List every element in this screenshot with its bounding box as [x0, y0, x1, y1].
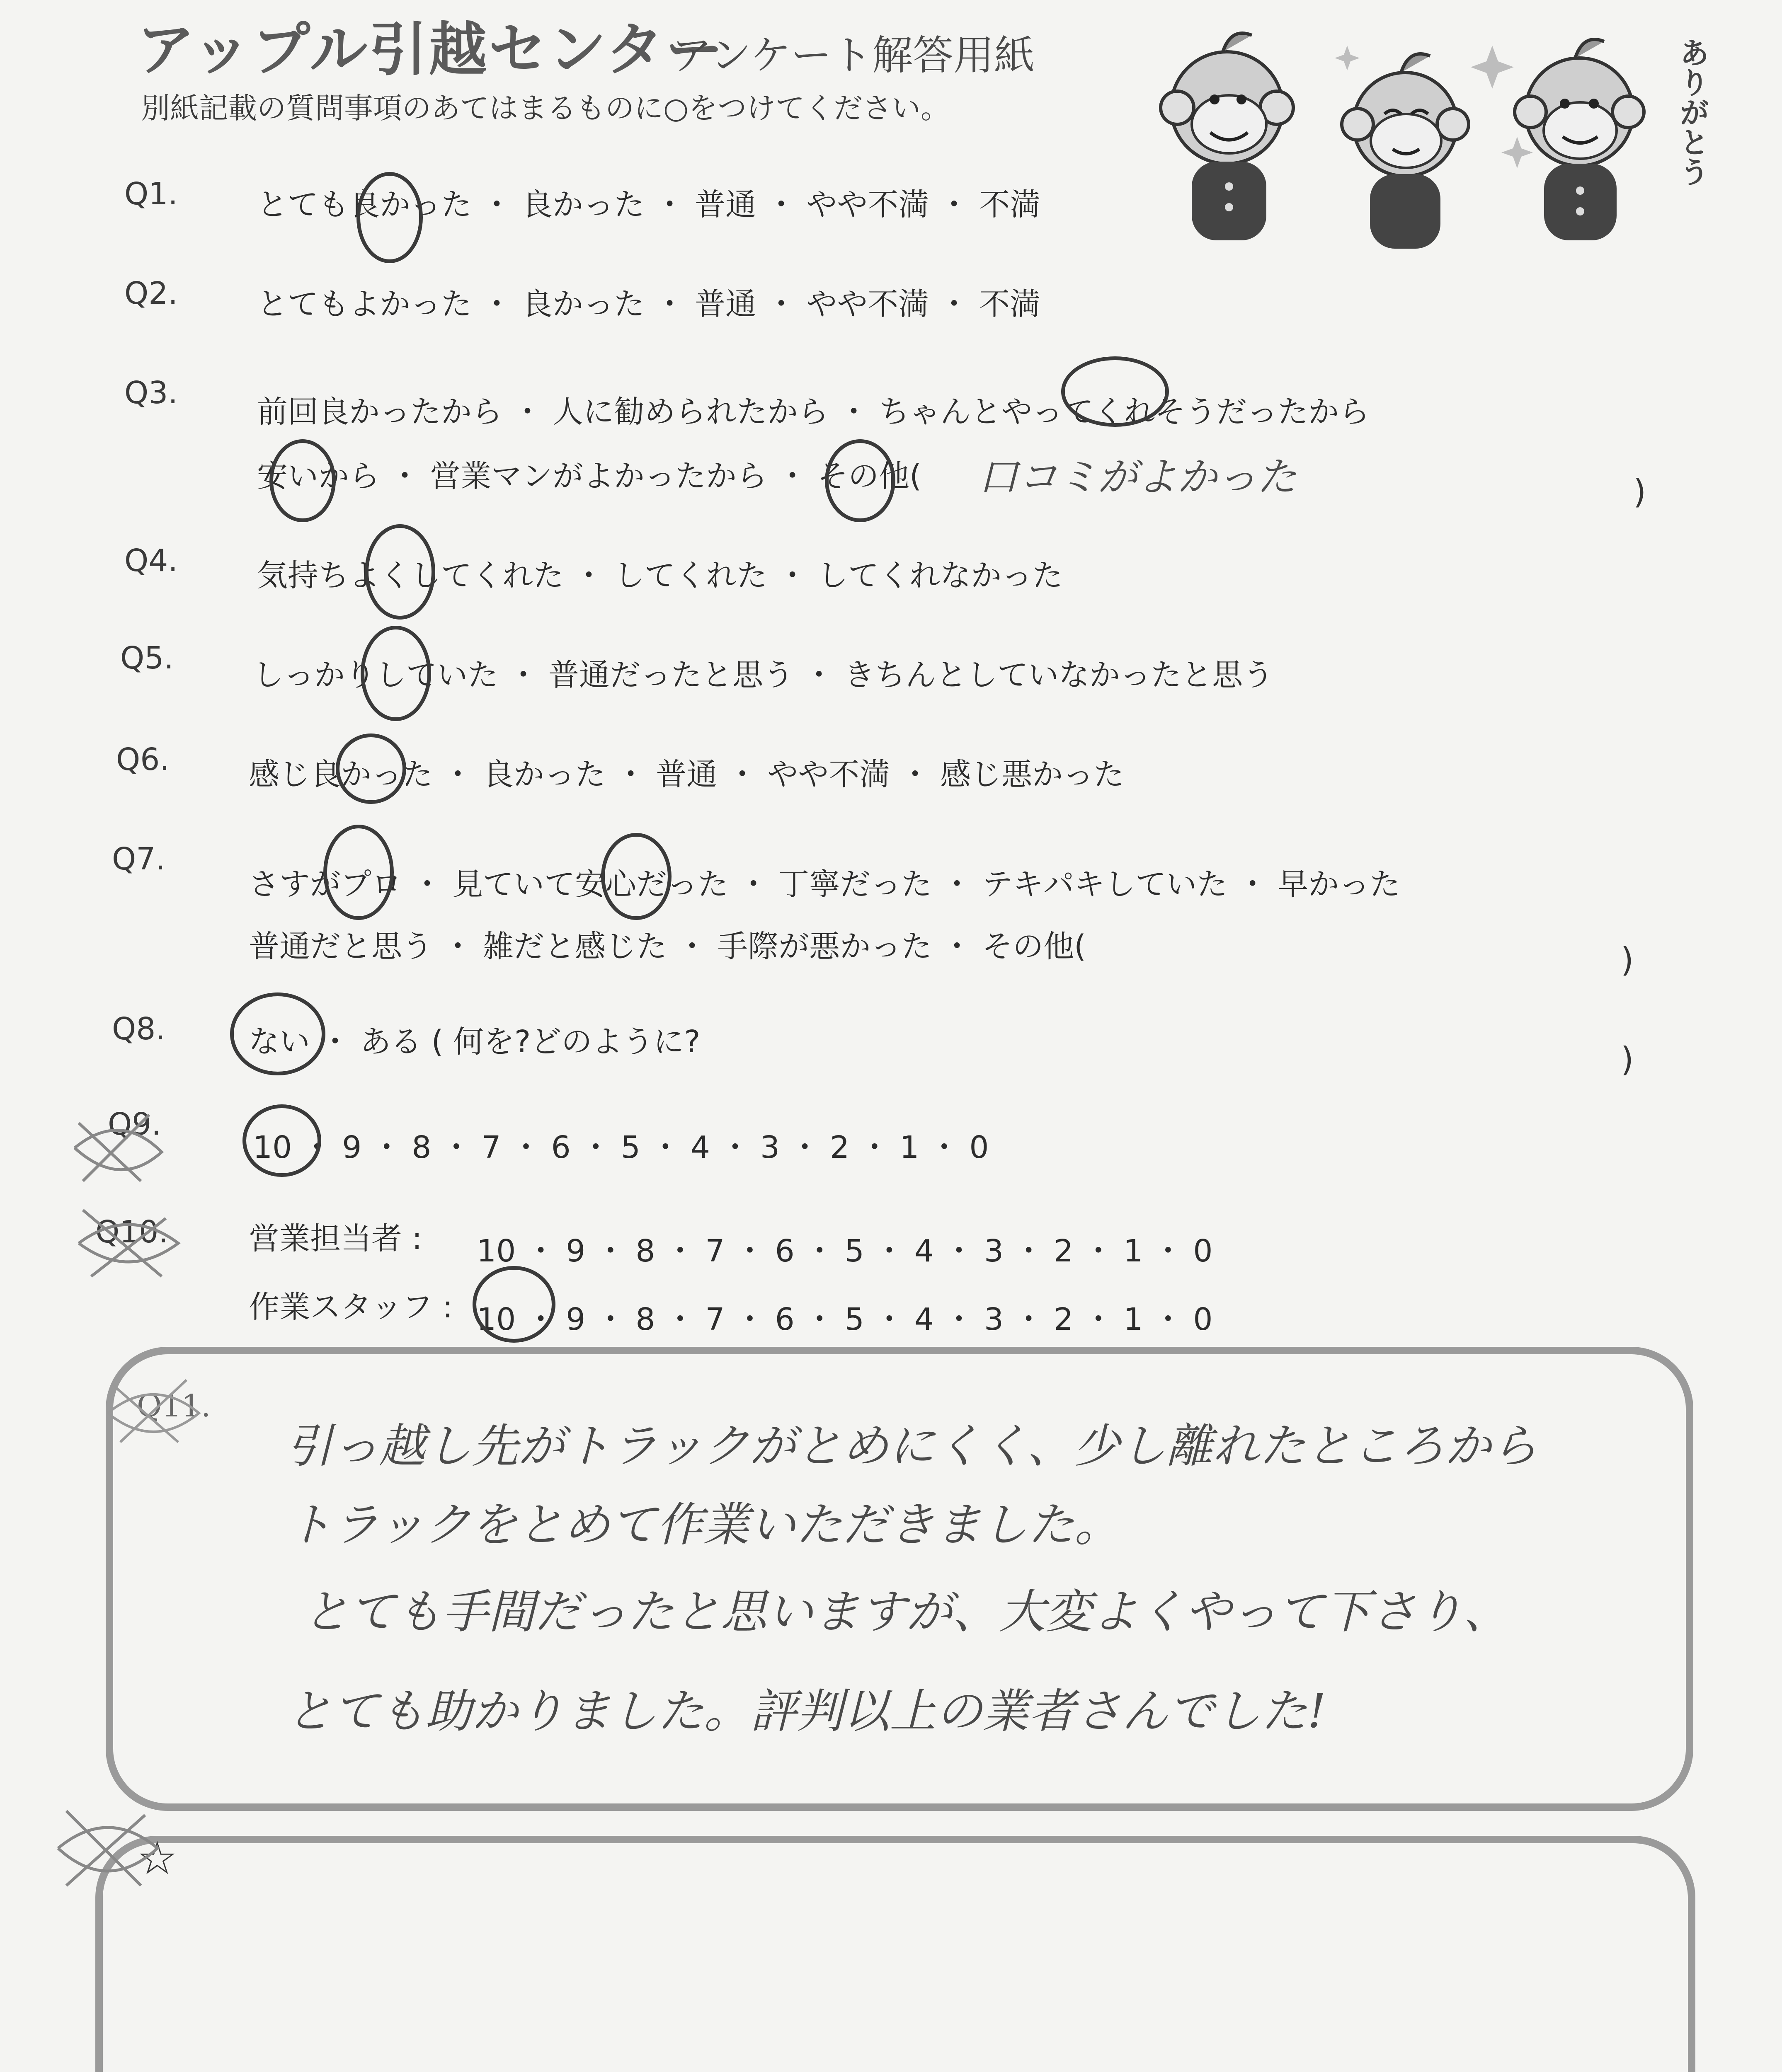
answer-circle: [336, 733, 406, 804]
answer-circle: [230, 992, 325, 1075]
q1-label: Q1.: [124, 176, 178, 212]
q10-staff-label: 作業スタッフ :: [249, 1289, 453, 1325]
q6-options: 感じ良かった ・ 良かった ・ 普通 ・ やや不満 ・ 感じ悪かった: [249, 757, 1125, 792]
check-scribble: [104, 1368, 203, 1452]
q7-close-paren: ): [1621, 941, 1634, 979]
q3-label: Q3.: [124, 375, 178, 411]
q3-options-line2: 安いから ・ 営業マンがよかったから ・ その他(: [257, 458, 921, 494]
q5-label: Q5.: [120, 640, 174, 676]
answer-circle: [356, 172, 423, 263]
q1-options: とても良かった ・ 良かった ・ 普通 ・ やや不満 ・ 不満: [257, 187, 1041, 223]
answer-circle: [242, 1104, 321, 1177]
q10-sales-label: 営業担当者 :: [249, 1221, 422, 1256]
q11-comment-line: とても助かりました。評判以上の業者さんでした!: [286, 1685, 1326, 1738]
q9-label: Q9.: [108, 1106, 161, 1142]
q11-comment-line: トラックをとめて作業いただきました。: [286, 1498, 1121, 1552]
q10-sales-scale: 10 ・ 9 ・ 8 ・ 7 ・ 6 ・ 5 ・ 4 ・ 3 ・ 2 ・ 1 ・ 0: [477, 1233, 1213, 1269]
q3-options-line1: 前回良かったから ・ 人に勧められたから ・ ちゃんとやってくれそうだったから: [257, 394, 1370, 430]
mascot-thanks-text: ありがとう: [1675, 37, 1709, 186]
check-scribble: [50, 1794, 166, 1904]
q11-comment-line: 引っ越し先がトラックがとめにくく、少し離れたところから: [286, 1419, 1538, 1473]
q7-options-line1: さすがプロ ・ 見ていて安心だった ・ 丁寧だった ・ テキパキしていた ・ 早かった: [249, 867, 1401, 902]
q8-options: ない ・ ある ( 何を?どのように?: [249, 1024, 701, 1060]
answer-circle: [825, 439, 895, 522]
mascot-illustration: [1152, 29, 1733, 261]
answer-circle: [269, 439, 336, 522]
answer-circle: [473, 1266, 555, 1343]
q7-label: Q7.: [112, 841, 165, 877]
answer-circle: [601, 833, 672, 920]
q2-options: とてもよかった ・ 良かった ・ 普通 ・ やや不満 ・ 不満: [257, 286, 1041, 322]
q4-label: Q4.: [124, 543, 178, 579]
q3-close-paren: ): [1633, 472, 1646, 511]
check-scribble: [70, 1193, 195, 1295]
q8-close-paren: ): [1621, 1040, 1634, 1079]
form-subtitle: アンケート解答用紙: [672, 32, 1035, 79]
q9-scale: 10 ・ 9 ・ 8 ・ 7 ・ 6 ・ 5 ・ 4 ・ 3 ・ 2 ・ 1 ・ 0: [253, 1130, 989, 1165]
answer-circle: [365, 524, 435, 620]
q3-other-answer: 口コミがよかった: [978, 454, 1297, 500]
star-comment-box: [95, 1836, 1695, 2072]
instruction-text: 別紙記載の質問事項のあてはまるものに○をつけてください。: [141, 91, 950, 125]
answer-circle: [361, 626, 431, 721]
q4-options: 気持ちよくしてくれた ・ してくれた ・ してくれなかった: [257, 558, 1063, 593]
q5-options: しっかりしていた ・ 普通だったと思う ・ きちんとしていなかったと思う: [253, 657, 1274, 693]
q8-label: Q8.: [112, 1011, 165, 1047]
star-label: ☆: [137, 1832, 178, 1885]
q10-staff-scale: 10 ・ 9 ・ 8 ・ 7 ・ 6 ・ 5 ・ 4 ・ 3 ・ 2 ・ 1 ・ 0: [477, 1302, 1213, 1337]
q11-comment-line: とても手間だったと思いますが、大変よくやって下さり、: [303, 1585, 1510, 1639]
answer-circle: [1061, 356, 1169, 427]
answer-circle: [323, 825, 394, 920]
company-title: アップル引越センター: [137, 16, 725, 84]
q2-label: Q2.: [124, 276, 178, 311]
q10-label: Q10.: [95, 1214, 168, 1250]
q7-options-line2: 普通だと思う ・ 雑だと感じた ・ 手際が悪かった ・ その他(: [249, 929, 1086, 964]
q6-label: Q6.: [116, 742, 170, 777]
check-scribble: [66, 1098, 174, 1199]
q11-label: Q11.: [137, 1388, 211, 1424]
